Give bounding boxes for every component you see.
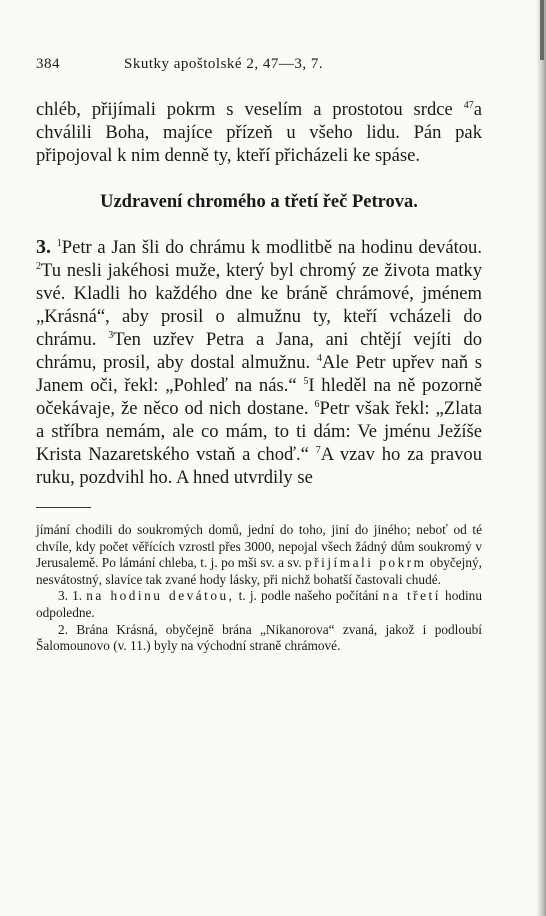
intro-paragraph: [36, 98, 482, 167]
footnote-1-text-c: hodinu odpoledne.: [36, 588, 482, 620]
footnote-0-spaced: přijímali pokrm: [305, 555, 427, 571]
running-head: Skutky apoštolské 2, 47—3, 7.: [124, 56, 324, 72]
verse-number-5: 5: [303, 375, 309, 387]
verse-number-7: 7: [315, 444, 321, 456]
main-text: [36, 98, 482, 489]
section-heading: Uzdravení chromého a třetí řeč Petrova.: [100, 192, 418, 212]
verse-number-1: 1: [56, 237, 62, 249]
verse-number-3: 3: [108, 329, 114, 341]
page-edge-shadow: [536, 0, 546, 916]
footnote-2: 2. Brána Krásná, obyčejně brána „Nikanorova“ zvaná, jakož i podloubí Šalomounovo (v. 11.) byly na východní straně chrámové.: [36, 621, 482, 654]
chapter-number: 3.: [36, 236, 51, 258]
book-page: [36, 56, 482, 655]
verse-text-4: Ale Petr upřev naň s Janem oči, řekl: „Pohleď na nás.“: [36, 352, 482, 396]
page-edge-mark: [540, 0, 544, 60]
verse-number-47: 47: [463, 99, 474, 111]
page-header: [36, 56, 482, 76]
footnote-1-spaced-2: na třetí: [382, 588, 441, 604]
intro-text-2: a chválili Boha, majíce přízeň u všeho lidu. Pán pak připojoval k nim denně ty, kteří přicházeli ke spáse.: [36, 99, 482, 166]
verse-text-1: Petr a Jan šli do chrámu k modlitbě na hodinu devátou.: [61, 237, 482, 258]
footnote-1-text-b: t. j. podle našeho počítání: [238, 588, 379, 604]
footnotes: [36, 522, 482, 655]
footnote-0-text-b: obyčejný, nesvátostný, slavíce tak zvané hody lásky, při nichž bohatší častovali chudé.: [36, 555, 482, 587]
verse-number-2: 2: [36, 260, 41, 272]
verse-number-6: 6: [314, 398, 320, 410]
verse-text-2: Tu nesli jakéhosi muže, který byl chromý ze života matky své. Kladli ho každého dne ke bráně chrámové, jménem „Krásná“, aby prosil o almužnu ty, kteří vcházeli do chrámu.: [36, 260, 482, 350]
verse-text-5: I hleděl na ně pozorně očekávaje, že něco od nich dostane.: [36, 375, 482, 419]
footnote-1-ref: 3. 1.: [58, 588, 83, 604]
intro-text-1: chléb, přijímali pokrm s veselím a prostotou srdce: [36, 99, 453, 120]
footnote-1-spaced: na hodinu devátou,: [86, 588, 235, 604]
verse-text-3: Ten uzřev Petra a Jana, ani chtějí vejíti do chrámu, prosil, aby dostal almužnu.: [36, 329, 482, 373]
verse-text-7: A vzav ho za pravou ruku, pozdvihl ho. A hned utvrdily se: [36, 444, 483, 488]
footnote-continued: [36, 522, 482, 588]
footnote-divider: [36, 507, 91, 508]
footnote-1: [36, 588, 482, 621]
page-number: 384: [36, 56, 60, 72]
chapter-paragraph: [36, 236, 482, 489]
verse-number-4: 4: [316, 352, 322, 364]
verse-text-6: Petr však řekl: „Zlata a stříbra nemám, ale co mám, to ti dám: Ve jménu Ježíše Krista Nazaretského vstaň a choď.“: [36, 398, 482, 465]
footnote-0-text-a: jímání chodili do soukromých domů, jední do toho, jiní do jiného; neboť od té chvíle, kdy počet věřících vzrostl přes 3000, nepojal všech žádný dům soukromý v Jerusalemě. Po lámání chleba, t. j. po mši sv. a sv.: [36, 522, 482, 571]
